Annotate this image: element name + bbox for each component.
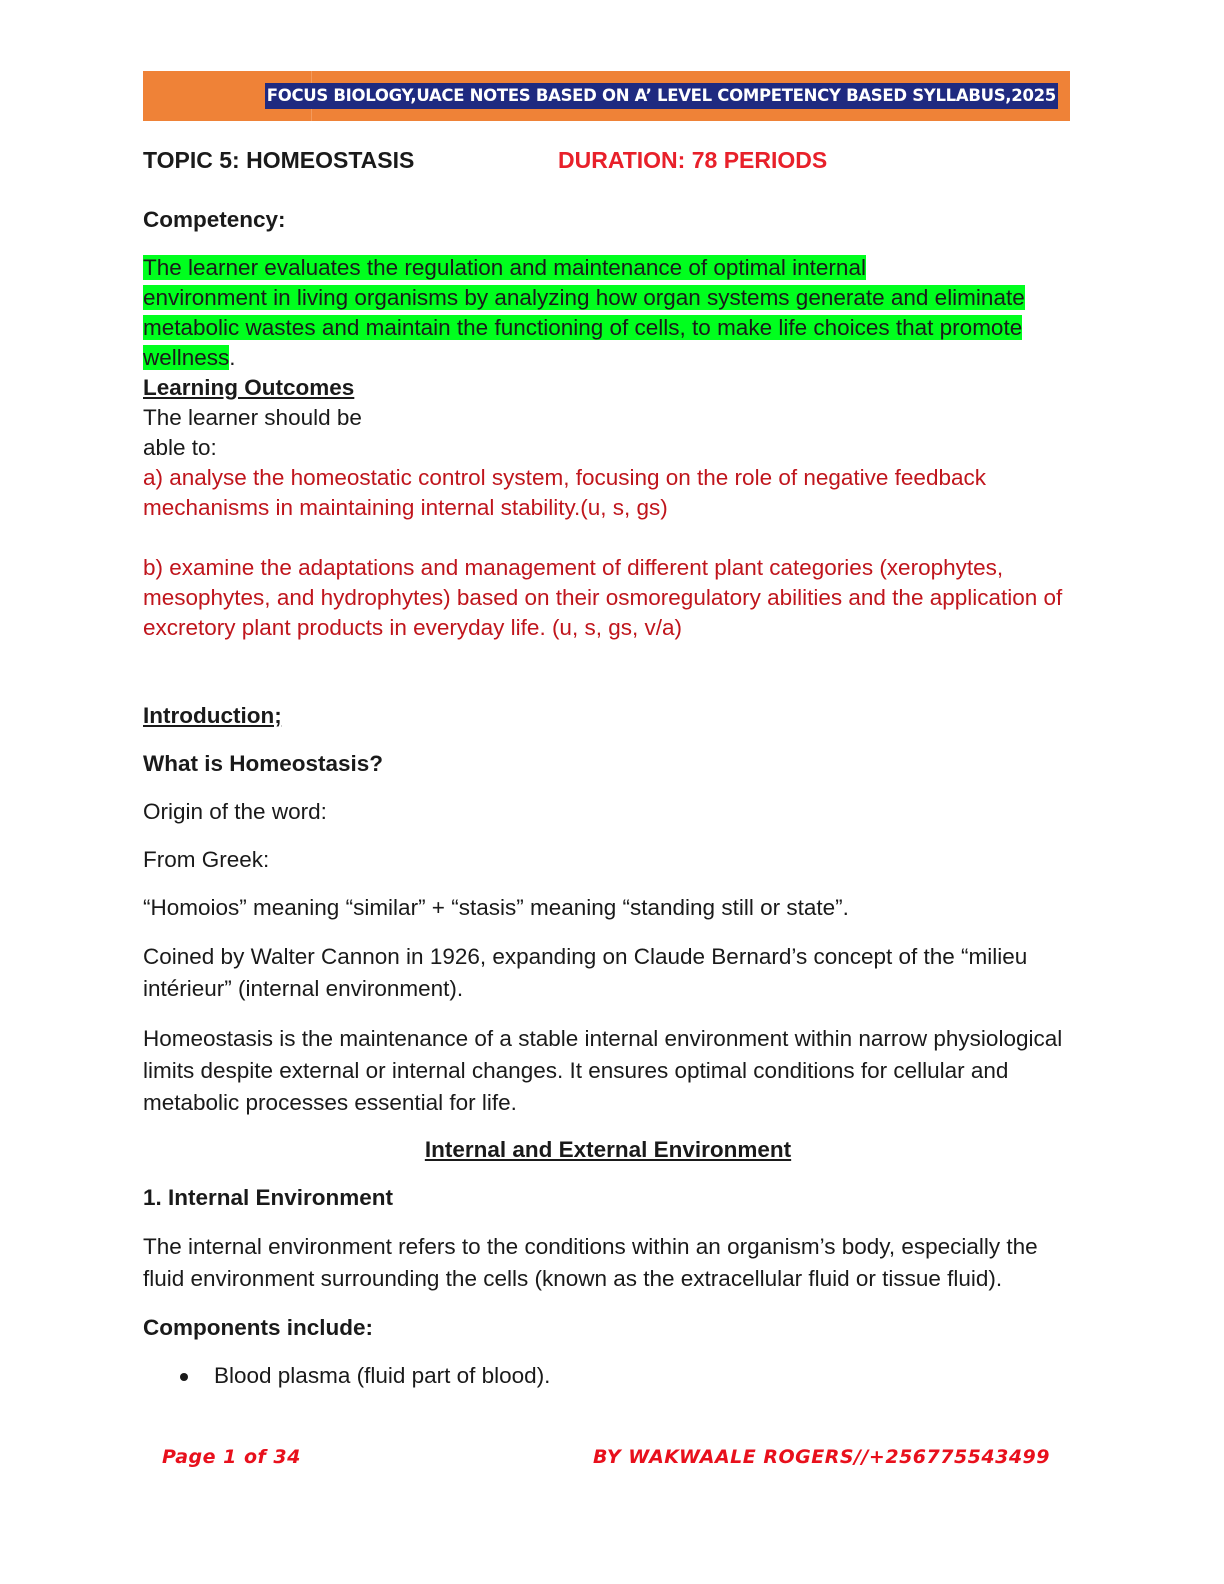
introduction-heading: Introduction; [143, 703, 282, 728]
homeostasis-question: What is Homeostasis? [143, 751, 384, 776]
banner-title: FOCUS BIOLOGY,UACE NOTES BASED ON A’ LEVEL COMPETENCY BASED SYLLABUS,2025 [265, 83, 1058, 109]
component-label: Blood plasma (fluid part of blood). [214, 1363, 551, 1388]
outcome-b: b) examine the adaptations and management of different plant categories (xerophytes, mesophytes, and hydrophytes) based on their osmoregulatory abilities and the application of excretory plant products in everyday life. (u, s, gs, v/a) [143, 555, 1063, 640]
topic-title: TOPIC 5: HOMEOSTASIS [143, 147, 415, 173]
competency-line-4: wellness [143, 345, 230, 370]
definition-text: Homeostasis is the maintenance of a stable internal environment within narrow physiological limits despite external or internal changes. It ensures optimal conditions for cellular and metabolic processes essential for life. [143, 1026, 1063, 1115]
footer-page-number: Page 1 of 34 [162, 1446, 301, 1468]
competency-period: . [229, 345, 236, 370]
components-heading: Components include: [143, 1315, 373, 1340]
competency-line-3: metabolic wastes and maintain the functioning of cells, to make life choices that promote [143, 315, 1023, 340]
coined-text: Coined by Walter Cannon in 1926, expanding on Claude Bernard’s concept of the “milieu intérieur” (internal environment). [143, 944, 1028, 1001]
learning-outcomes-intro-1: The learner should be [143, 405, 362, 430]
components-list [143, 1361, 1073, 1391]
etymology-text: “Homoios” meaning “similar” + “stasis” meaning “standing still or state”. [143, 895, 849, 920]
competency-statement [143, 253, 1073, 373]
learning-outcomes-heading: Learning Outcomes [143, 375, 355, 400]
internal-environment-heading: 1. Internal Environment [143, 1185, 394, 1210]
header-banner [143, 71, 1070, 121]
competency-line-2: environment in living organisms by analyzing how organ systems generate and eliminate [143, 285, 1025, 310]
page-content [143, 145, 1073, 1391]
footer-author: BY WAKWAALE ROGERS//+256775543499 [592, 1446, 1050, 1468]
environment-section-heading: Internal and External Environment [424, 1137, 792, 1162]
competency-heading: Competency: [143, 207, 286, 232]
topic-row [143, 145, 1073, 181]
outcome-a: a) analyse the homeostatic control system, focusing on the role of negative feedback mechanisms in maintaining internal stability.(u, s, gs) [143, 465, 986, 520]
learning-outcomes-intro-2: able to: [143, 435, 217, 460]
internal-environment-text: The internal environment refers to the conditions within an organism’s body, especially the fluid environment surrounding the cells (known as the extracellular fluid or tissue fluid). [143, 1234, 1038, 1291]
bullet-icon [180, 1373, 188, 1381]
competency-line-1: The learner evaluates the regulation and maintenance of optimal internal [143, 255, 866, 280]
from-greek-label: From Greek: [143, 847, 270, 872]
origin-label: Origin of the word: [143, 799, 327, 824]
list-item [143, 1361, 1073, 1391]
topic-duration: DURATION: 78 PERIODS [558, 147, 828, 173]
